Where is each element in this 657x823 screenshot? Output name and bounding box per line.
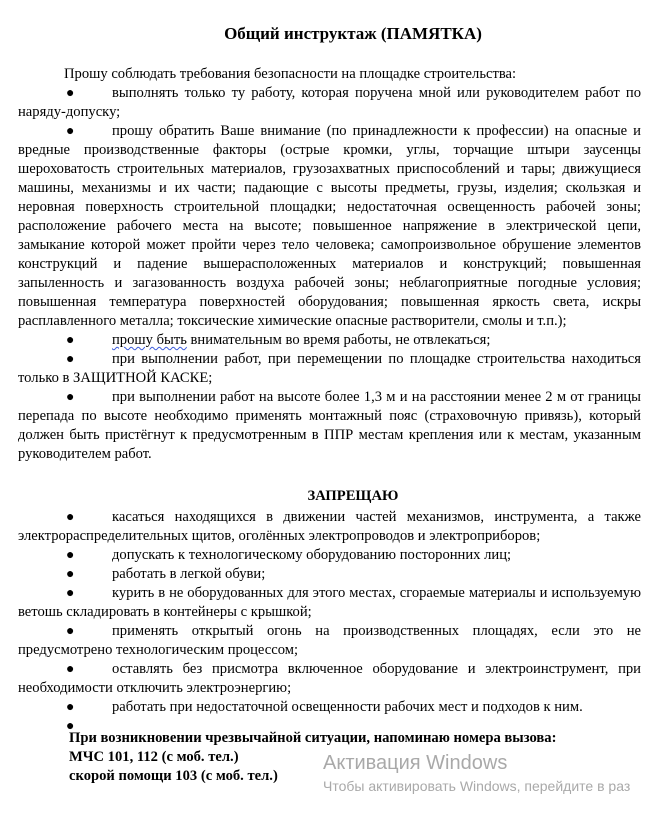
item-text: внимательным во время работы, не отвлекаться; xyxy=(186,332,491,348)
list-item xyxy=(18,546,641,565)
spellcheck-underlined-text: прошу быть xyxy=(112,332,187,348)
list-item xyxy=(18,584,641,622)
item-text: при выполнении работ, при перемещении по площадке строительства находиться только в ЗАЩИТНОЙ КАСКЕ; xyxy=(18,351,641,386)
emergency-intro: При возникновении чрезвычайной ситуации, напоминаю номера вызова: xyxy=(69,730,557,746)
item-text: оставлять без присмотра включенное оборудование и электроинструмент, при необходимости отключить электроэнергию; xyxy=(18,661,641,696)
bullet-icon: ● xyxy=(66,719,75,734)
bullet-icon: ● xyxy=(66,586,75,601)
item-text: допускать к технологическому оборудованию посторонних лиц; xyxy=(112,547,512,563)
list-item xyxy=(18,331,641,350)
item-text: прошу обратить Ваше внимание (по принадлежности к профессии) на опасные и вредные производственные факторы (острые кромки, углы, торчащие штыри заусенцы шероховатость строительных материалов, грузозахватных приспособлений и тары; движущиеся машины, механизмы и их части; падающие с высоты предметы, грузы, изделия; скользкая и неровная поверхность строительной площадки; недостаточная освещенность рабочей зоны; расположение рабочего места на высоте; повышенное напряжение в электрической цепи, замыкание которой может пройти через тело человека; самопроизвольное обрушение элементов конструкций и падение вышерасположенных материалов и конструкций; повышенная запыленность и загазованность воздуха рабочей зоны; неблагоприятные погодные условия; повышенная температура поверхностей оборудования; повышенная яркость света, искры расплавленного металла; токсические химические опасные растворители, смолы и т.п.); xyxy=(18,123,641,329)
forbidden-heading: ЗАПРЕЩАЮ xyxy=(307,488,399,504)
list-item xyxy=(18,122,641,331)
list-item xyxy=(18,622,641,660)
bullet-icon: ● xyxy=(66,624,75,639)
list-item xyxy=(18,84,641,122)
item-text: курить в не оборудованных для этого местах, сгораемые материалы и используемую ветошь складировать в контейнеры с крышкой; xyxy=(18,585,641,620)
watermark-subtitle: Чтобы активировать Windows, перейдите в раз xyxy=(323,778,631,794)
windows-activation-watermark xyxy=(323,750,630,796)
bullet-icon: ● xyxy=(66,86,75,101)
emergency-mchs: МЧС 101, 112 (с моб. тел.) xyxy=(69,749,239,765)
item-text: работать при недостаточной освещенности рабочих мест и подходов к ним. xyxy=(112,699,583,715)
bullet-icon: ● xyxy=(66,700,75,715)
list-item xyxy=(18,388,641,464)
list-item xyxy=(18,508,641,546)
bullet-icon: ● xyxy=(66,333,75,348)
item-text: выполнять только ту работу, которая поручена мной или руководителем работ по наряду-допуску; xyxy=(18,85,641,120)
bullet-icon: ● xyxy=(66,548,75,563)
required-list xyxy=(18,84,641,464)
item-text: применять открытый огонь на производственных площадях, если это не предусмотрено технологическим процессом; xyxy=(18,623,641,658)
page-title: Общий инструктаж (ПАМЯТКА) xyxy=(224,24,482,43)
bullet-icon: ● xyxy=(66,662,75,677)
item-text: касаться находящихся в движении частей механизмов, инструмента, а также электрораспределительных щитов, оголённых электропроводов и электроприборов; xyxy=(18,509,641,544)
intro-text: Прошу соблюдать требования безопасности на площадке строительства: xyxy=(64,66,517,82)
watermark-title: Активация Windows xyxy=(323,752,508,774)
item-text: работать в легкой обуви; xyxy=(112,566,266,582)
bullet-icon: ● xyxy=(66,510,75,525)
bullet-icon: ● xyxy=(66,567,75,582)
item-text: при выполнении работ на высоте более 1,3 м и на расстоянии менее 2 м от границы перепада по высоте необходимо применять монтажный пояс (страховочную привязь), который должен быть пристёгнут к предусмотренным в ППР местам крепления или к местам, указанным руководителем работ. xyxy=(18,389,641,462)
list-item xyxy=(18,350,641,388)
emergency-ambulance: скорой помощи 103 (с моб. тел.) xyxy=(69,768,278,784)
list-item xyxy=(18,565,641,584)
list-item xyxy=(18,698,641,717)
bullet-icon: ● xyxy=(66,124,75,139)
list-item xyxy=(18,660,641,698)
bullet-icon: ● xyxy=(66,352,75,367)
bullet-icon: ● xyxy=(66,390,75,405)
forbidden-list xyxy=(18,508,641,736)
